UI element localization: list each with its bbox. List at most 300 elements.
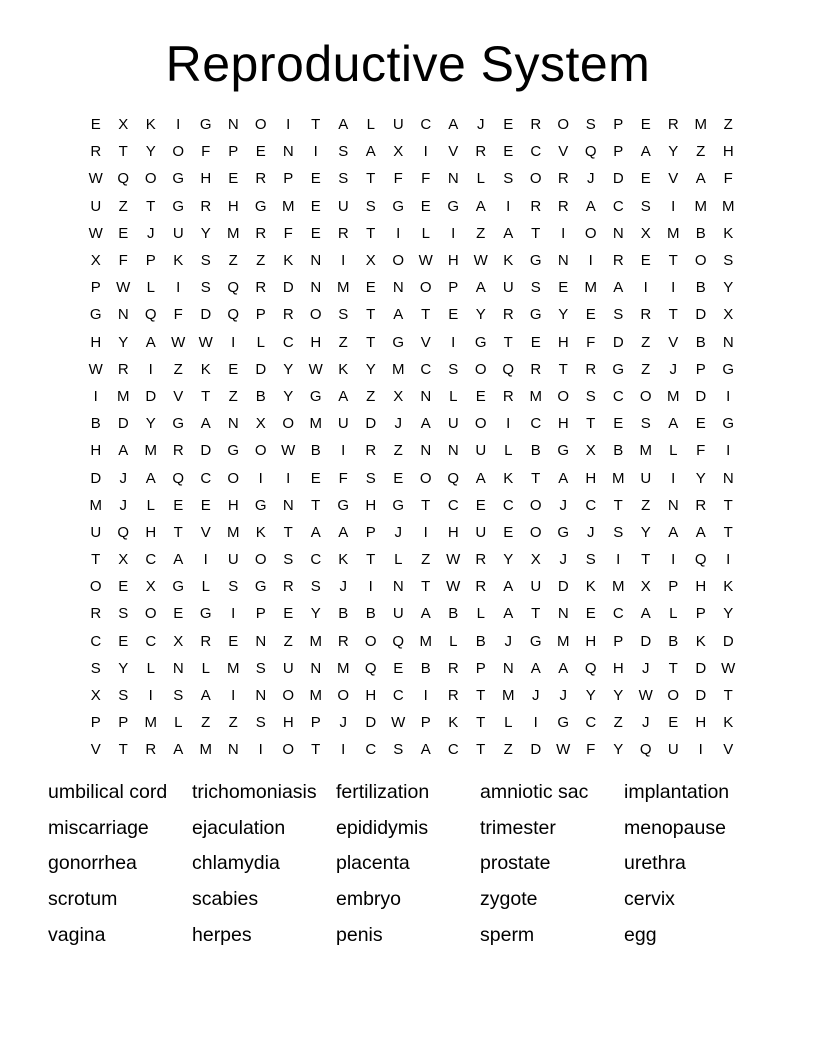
grid-letter: Z — [641, 360, 651, 378]
grid-letter: S — [118, 605, 129, 623]
grid-letter: A — [200, 415, 211, 433]
grid-letter: K — [200, 360, 211, 378]
grid-letter: E — [228, 632, 239, 650]
grid-letter: T — [366, 224, 376, 242]
grid-letter: H — [722, 143, 734, 161]
grid-letter: Q — [392, 632, 405, 650]
grid-row — [82, 383, 742, 410]
grid-letter: I — [726, 387, 731, 405]
grid-letter: J — [119, 469, 127, 487]
grid-letter: T — [146, 197, 156, 215]
grid-letter: U — [337, 197, 349, 215]
grid-letter: G — [254, 496, 267, 514]
grid-letter: I — [148, 687, 153, 705]
grid-letter: L — [449, 632, 458, 650]
grid-letter: O — [419, 279, 432, 297]
grid-letter: T — [531, 605, 541, 623]
grid-letter: M — [529, 387, 542, 405]
grid-letter: U — [90, 523, 102, 541]
grid-letter: X — [585, 442, 596, 460]
grid-letter: E — [118, 224, 129, 242]
word-list-item: egg — [624, 923, 657, 946]
grid-letter: N — [557, 252, 569, 270]
grid-letter: Y — [723, 279, 734, 297]
grid-letter: N — [282, 143, 294, 161]
word-list-item: scrotum — [48, 888, 118, 911]
grid-letter: R — [200, 632, 212, 650]
grid-letter: Q — [584, 143, 597, 161]
grid-letter: Q — [694, 551, 707, 569]
grid-letter: D — [557, 578, 569, 596]
grid-letter: T — [283, 523, 293, 541]
grid-letter: Q — [584, 659, 597, 677]
grid-letter: T — [668, 306, 678, 324]
grid-letter: Z — [228, 252, 238, 270]
grid-letter: M — [557, 632, 570, 650]
grid-letter: D — [117, 415, 129, 433]
grid-letter: Z — [366, 387, 376, 405]
grid-letter: S — [723, 252, 734, 270]
grid-letter: K — [338, 360, 349, 378]
grid-letter: Y — [503, 551, 514, 569]
grid-letter: S — [228, 578, 239, 596]
grid-letter: X — [640, 578, 651, 596]
grid-letter: L — [174, 714, 183, 732]
grid-letter: M — [584, 279, 597, 297]
grid-letter: C — [447, 741, 459, 759]
grid-letter: O — [557, 116, 570, 134]
grid-letter: O — [282, 687, 295, 705]
grid-letter: T — [723, 496, 733, 514]
grid-letter: I — [368, 578, 373, 596]
grid-letter: A — [118, 442, 129, 460]
grid-letter: E — [503, 116, 514, 134]
grid-letter: V — [173, 387, 184, 405]
grid-letter: S — [338, 306, 349, 324]
grid-letter: H — [447, 523, 459, 541]
grid-letter: E — [310, 170, 321, 188]
grid-letter: Q — [447, 469, 460, 487]
grid-letter: R — [475, 578, 487, 596]
grid-letter: K — [338, 551, 349, 569]
grid-letter: W — [418, 252, 433, 270]
grid-letter: O — [172, 143, 185, 161]
grid-letter: E — [475, 496, 486, 514]
grid-letter: E — [475, 387, 486, 405]
grid-letter: Z — [696, 143, 706, 161]
grid-letter: E — [393, 659, 404, 677]
grid-letter: A — [475, 197, 486, 215]
grid-letter: V — [668, 333, 679, 351]
grid-row — [82, 274, 742, 301]
grid-letter: J — [559, 687, 567, 705]
grid-letter: X — [118, 551, 129, 569]
grid-letter: C — [200, 469, 212, 487]
grid-letter: N — [420, 387, 432, 405]
grid-letter: A — [503, 224, 514, 242]
grid-letter: F — [586, 333, 596, 351]
grid-letter: P — [90, 714, 101, 732]
grid-letter: J — [504, 632, 512, 650]
grid-letter: G — [392, 333, 405, 351]
grid-letter: N — [447, 170, 459, 188]
grid-letter: B — [365, 605, 376, 623]
grid-letter: D — [695, 687, 707, 705]
grid-letter: A — [585, 197, 596, 215]
grid-letter: J — [642, 714, 650, 732]
grid-letter: S — [200, 252, 211, 270]
grid-letter: O — [584, 224, 597, 242]
grid-letter: U — [475, 523, 487, 541]
word-list-item: cervix — [624, 888, 675, 911]
grid-letter: U — [337, 415, 349, 433]
grid-letter: A — [475, 469, 486, 487]
grid-letter: D — [200, 306, 212, 324]
grid-letter: P — [145, 252, 156, 270]
grid-letter: W — [198, 333, 213, 351]
grid-letter: M — [144, 714, 157, 732]
grid-letter: I — [423, 143, 428, 161]
grid-letter: S — [365, 469, 376, 487]
grid-letter: R — [530, 116, 542, 134]
grid-letter: P — [613, 143, 624, 161]
grid-row — [82, 682, 742, 709]
grid-letter: L — [366, 116, 375, 134]
grid-letter: C — [585, 496, 597, 514]
grid-letter: I — [396, 224, 401, 242]
grid-letter: O — [254, 551, 267, 569]
grid-letter: S — [338, 143, 349, 161]
grid-letter: N — [392, 578, 404, 596]
grid-letter: G — [529, 252, 542, 270]
grid-letter: J — [669, 360, 677, 378]
grid-letter: T — [613, 496, 623, 514]
grid-letter: M — [667, 387, 680, 405]
grid-letter: N — [282, 496, 294, 514]
grid-letter: B — [695, 224, 706, 242]
grid-letter: R — [557, 197, 569, 215]
grid-letter: J — [559, 496, 567, 514]
grid-letter: W — [171, 333, 186, 351]
grid-letter: T — [531, 224, 541, 242]
letter-grid — [82, 111, 742, 764]
grid-letter: E — [420, 197, 431, 215]
grid-letter: N — [227, 116, 239, 134]
grid-letter: X — [118, 116, 129, 134]
grid-letter: V — [723, 741, 734, 759]
grid-letter: R — [145, 741, 157, 759]
grid-letter: S — [503, 170, 514, 188]
grid-letter: W — [446, 551, 461, 569]
grid-letter: Q — [502, 360, 515, 378]
grid-letter: A — [640, 143, 651, 161]
grid-letter: N — [255, 632, 267, 650]
grid-letter: T — [118, 143, 128, 161]
word-list-item: miscarriage — [48, 816, 149, 839]
grid-letter: O — [529, 523, 542, 541]
word-list-item: scabies — [192, 888, 259, 911]
grid-letter: V — [200, 523, 211, 541]
grid-letter: E — [448, 306, 459, 324]
grid-letter: S — [530, 279, 541, 297]
grid-letter: D — [722, 632, 734, 650]
grid-letter: K — [585, 578, 596, 596]
grid-letter: M — [502, 687, 515, 705]
grid-letter: I — [533, 714, 538, 732]
grid-letter: R — [282, 306, 294, 324]
grid-letter: R — [255, 170, 267, 188]
grid-letter: R — [530, 360, 542, 378]
grid-row — [82, 492, 742, 519]
grid-letter: U — [530, 578, 542, 596]
grid-letter: D — [145, 387, 157, 405]
grid-letter: G — [529, 632, 542, 650]
grid-letter: H — [365, 687, 377, 705]
grid-letter: Z — [641, 333, 651, 351]
word-list-item: trichomoniasis — [192, 781, 317, 804]
grid-letter: O — [144, 605, 157, 623]
grid-letter: Q — [227, 279, 240, 297]
grid-letter: Y — [585, 687, 596, 705]
grid-letter: W — [88, 360, 103, 378]
grid-letter: R — [337, 224, 349, 242]
grid-letter: A — [530, 659, 541, 677]
grid-letter: T — [366, 333, 376, 351]
grid-letter: V — [420, 333, 431, 351]
grid-letter: E — [310, 469, 321, 487]
grid-letter: R — [695, 496, 707, 514]
grid-letter: X — [640, 224, 651, 242]
grid-letter: C — [392, 687, 404, 705]
grid-letter: N — [310, 279, 322, 297]
grid-letter: G — [172, 170, 185, 188]
grid-letter: P — [475, 659, 486, 677]
grid-letter: T — [366, 306, 376, 324]
grid-letter: U — [447, 415, 459, 433]
grid-letter: C — [420, 116, 432, 134]
grid-letter: N — [172, 659, 184, 677]
grid-letter: T — [476, 741, 486, 759]
grid-letter: L — [421, 224, 430, 242]
grid-letter: M — [639, 442, 652, 460]
grid-letter: O — [309, 306, 322, 324]
grid-letter: N — [722, 469, 734, 487]
grid-letter: R — [475, 551, 487, 569]
grid-letter: M — [612, 469, 625, 487]
grid-letter: R — [502, 387, 514, 405]
grid-letter: N — [392, 279, 404, 297]
grid-letter: Z — [228, 387, 238, 405]
grid-letter: E — [558, 279, 569, 297]
grid-letter: P — [448, 279, 459, 297]
grid-letter: E — [283, 605, 294, 623]
grid-letter: T — [311, 741, 321, 759]
grid-row — [82, 301, 742, 328]
grid-letter: M — [227, 224, 240, 242]
grid-letter: Z — [118, 197, 128, 215]
grid-letter: I — [341, 252, 346, 270]
grid-letter: E — [310, 224, 321, 242]
grid-letter: H — [695, 578, 707, 596]
grid-letter: Q — [172, 469, 185, 487]
grid-letter: C — [530, 415, 542, 433]
grid-letter: A — [338, 387, 349, 405]
grid-letter: E — [90, 116, 101, 134]
grid-letter: J — [339, 578, 347, 596]
grid-letter: R — [667, 116, 679, 134]
grid-letter: E — [118, 632, 129, 650]
grid-letter: T — [723, 523, 733, 541]
grid-letter: M — [337, 659, 350, 677]
grid-letter: E — [640, 170, 651, 188]
grid-letter: O — [639, 387, 652, 405]
grid-letter: E — [585, 306, 596, 324]
grid-letter: E — [118, 578, 129, 596]
grid-letter: M — [199, 741, 212, 759]
grid-letter: N — [722, 333, 734, 351]
grid-letter: E — [365, 279, 376, 297]
grid-letter: H — [557, 415, 569, 433]
grid-letter: F — [421, 170, 431, 188]
grid-letter: D — [695, 659, 707, 677]
grid-letter: H — [310, 333, 322, 351]
grid-letter: Y — [145, 415, 156, 433]
grid-letter: S — [640, 197, 651, 215]
grid-letter: R — [612, 252, 624, 270]
grid-letter: I — [341, 741, 346, 759]
grid-letter: O — [529, 496, 542, 514]
grid-letter: O — [557, 387, 570, 405]
grid-letter: X — [393, 143, 404, 161]
grid-letter: M — [392, 360, 405, 378]
grid-letter: M — [309, 415, 322, 433]
grid-letter: D — [255, 360, 267, 378]
grid-letter: M — [117, 387, 130, 405]
grid-letter: M — [694, 197, 707, 215]
grid-letter: S — [585, 387, 596, 405]
grid-letter: T — [201, 387, 211, 405]
grid-letter: K — [255, 523, 266, 541]
grid-letter: W — [88, 170, 103, 188]
word-list-item: herpes — [192, 923, 252, 946]
grid-row — [82, 356, 742, 383]
grid-letter: W — [446, 578, 461, 596]
word-list-row — [48, 775, 788, 811]
grid-row — [82, 193, 742, 220]
grid-letter: B — [475, 632, 486, 650]
grid-letter: R — [255, 279, 267, 297]
word-list — [48, 775, 788, 953]
grid-letter: E — [668, 714, 679, 732]
grid-letter: H — [227, 197, 239, 215]
grid-letter: I — [286, 116, 291, 134]
grid-letter: I — [341, 442, 346, 460]
grid-letter: T — [641, 551, 651, 569]
grid-letter: R — [502, 306, 514, 324]
word-list-row — [48, 882, 788, 918]
grid-letter: A — [173, 741, 184, 759]
grid-letter: Y — [118, 333, 129, 351]
grid-letter: L — [146, 659, 155, 677]
grid-letter: I — [561, 224, 566, 242]
grid-letter: J — [532, 687, 540, 705]
grid-letter: E — [310, 197, 321, 215]
grid-letter: S — [255, 714, 266, 732]
grid-row — [82, 165, 742, 192]
grid-letter: G — [254, 197, 267, 215]
grid-letter: S — [90, 659, 101, 677]
grid-letter: L — [201, 659, 210, 677]
grid-letter: J — [587, 523, 595, 541]
grid-letter: V — [558, 143, 569, 161]
grid-letter: W — [88, 224, 103, 242]
grid-letter: A — [668, 415, 679, 433]
grid-letter: F — [201, 143, 211, 161]
grid-letter: G — [172, 415, 185, 433]
grid-letter: A — [448, 116, 459, 134]
word-list-item: placenta — [336, 852, 410, 875]
grid-letter: M — [419, 632, 432, 650]
grid-letter: T — [173, 523, 183, 541]
grid-letter: R — [90, 143, 102, 161]
grid-letter: E — [173, 605, 184, 623]
grid-letter: A — [200, 687, 211, 705]
grid-letter: A — [173, 551, 184, 569]
grid-letter: B — [695, 333, 706, 351]
grid-letter: A — [420, 415, 431, 433]
grid-letter: T — [476, 714, 486, 732]
grid-letter: Z — [173, 360, 183, 378]
grid-letter: H — [695, 714, 707, 732]
grid-letter: S — [338, 170, 349, 188]
grid-letter: R — [90, 605, 102, 623]
grid-letter: G — [199, 116, 212, 134]
grid-letter: L — [504, 714, 513, 732]
grid-letter: X — [393, 387, 404, 405]
grid-letter: H — [90, 442, 102, 460]
grid-letter: H — [227, 496, 239, 514]
word-list-item: embryo — [336, 888, 402, 911]
grid-letter: N — [310, 252, 322, 270]
grid-letter: Y — [283, 387, 294, 405]
grid-letter: E — [585, 605, 596, 623]
grid-letter: W — [638, 687, 653, 705]
grid-row — [82, 138, 742, 165]
grid-letter: I — [588, 252, 593, 270]
grid-letter: C — [447, 496, 459, 514]
word-list-item: sperm — [480, 923, 535, 946]
grid-letter: C — [365, 741, 377, 759]
grid-letter: X — [173, 632, 184, 650]
grid-letter: R — [255, 224, 267, 242]
grid-letter: K — [503, 469, 514, 487]
word-list-item: chlamydia — [192, 852, 280, 875]
grid-letter: I — [286, 469, 291, 487]
grid-letter: F — [696, 442, 706, 460]
grid-letter: Y — [613, 687, 624, 705]
grid-letter: V — [668, 170, 679, 188]
grid-letter: X — [530, 551, 541, 569]
grid-letter: A — [558, 469, 569, 487]
grid-letter: T — [586, 415, 596, 433]
grid-letter: N — [447, 442, 459, 460]
grid-letter: T — [421, 496, 431, 514]
grid-letter: T — [118, 741, 128, 759]
grid-letter: R — [447, 659, 459, 677]
grid-letter: S — [200, 279, 211, 297]
word-list-item: gonorrhea — [48, 852, 137, 875]
grid-letter: I — [451, 224, 456, 242]
